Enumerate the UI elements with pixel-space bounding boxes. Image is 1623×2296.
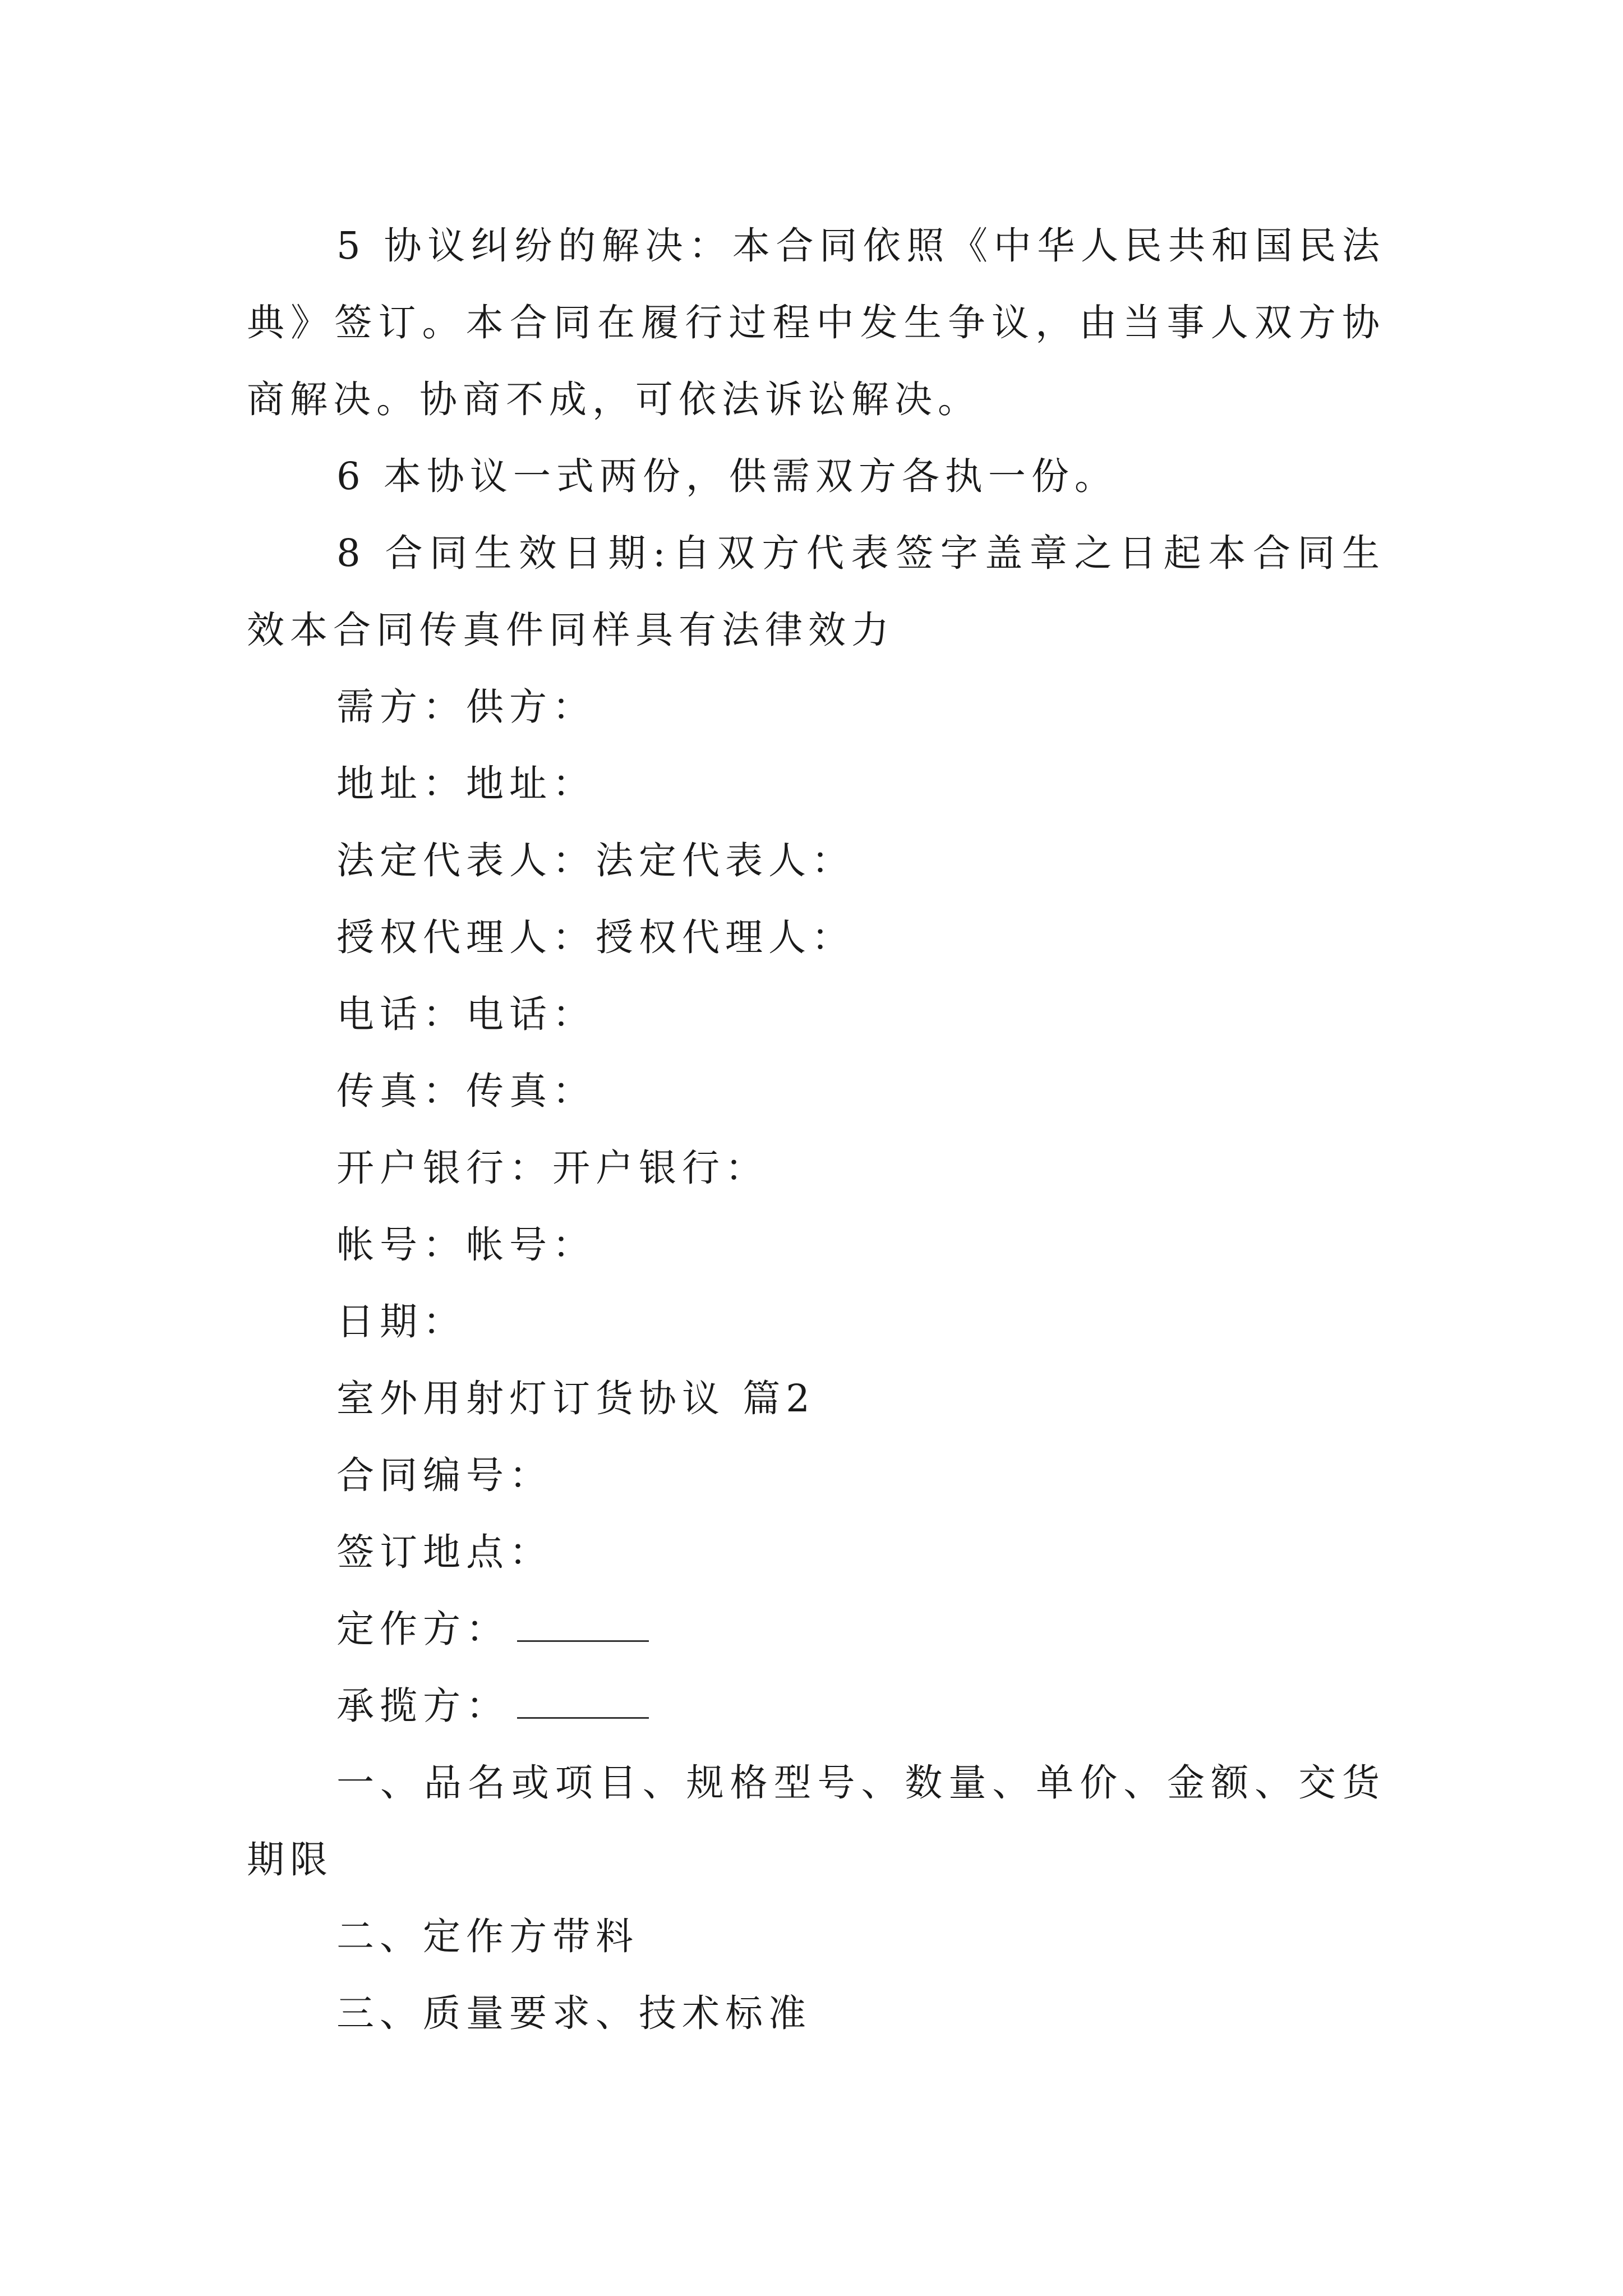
- clause-dispute-resolution: 5 协议纠纷的解决：本合同依照《中华人民共和国民法典》签订。本合同在履行过程中发生争议，由当事人双方协商解决。协商不成，可依法诉讼解决。: [247, 224, 1385, 421]
- clause-quality: 三、质量要求、技术标准: [336, 1991, 811, 2035]
- clause-effective-date: 8 合同生效日期:自双方代表签字盖章之日起本合同生效本合同传真件同样具有法律效力: [247, 531, 1385, 652]
- field-contractor: [247, 1668, 1385, 1745]
- ordering-party-blank: [517, 1607, 649, 1642]
- field-legal-representative: 法定代表人：法定代表人：: [336, 839, 855, 882]
- field-contract-number: 合同编号：: [336, 1453, 552, 1497]
- field-date: 日期：: [336, 1300, 466, 1343]
- field-phone: 电话：电话：: [336, 992, 596, 1036]
- field-fax: 传真：传真：: [336, 1069, 596, 1113]
- document-page: [247, 208, 1385, 2052]
- field-party-names: 需方：供方：: [336, 685, 596, 729]
- field-authorized-agent: 授权代理人：授权代理人：: [336, 915, 855, 959]
- clause-copies: 6 本协议一式两份，供需双方各执一份。: [336, 454, 1118, 498]
- field-address: 地址：地址：: [336, 762, 596, 806]
- clause-materials: 二、定作方带料: [336, 1915, 639, 1958]
- contractor-label: 承揽方：: [336, 1684, 509, 1728]
- clause-item-specs: 一、品名或项目、规格型号、数量、单价、金额、交货期限: [247, 1761, 1385, 1881]
- contractor-blank: [517, 1683, 649, 1719]
- field-signing-place: 签订地点：: [336, 1530, 552, 1574]
- field-ordering-party: [247, 1591, 1385, 1668]
- ordering-party-label: 定作方：: [336, 1607, 509, 1651]
- field-bank: 开户银行：开户银行：: [336, 1146, 768, 1190]
- section-title: 室外用射灯订货协议 篇2: [336, 1377, 815, 1420]
- field-account: 帐号：帐号：: [336, 1223, 596, 1267]
